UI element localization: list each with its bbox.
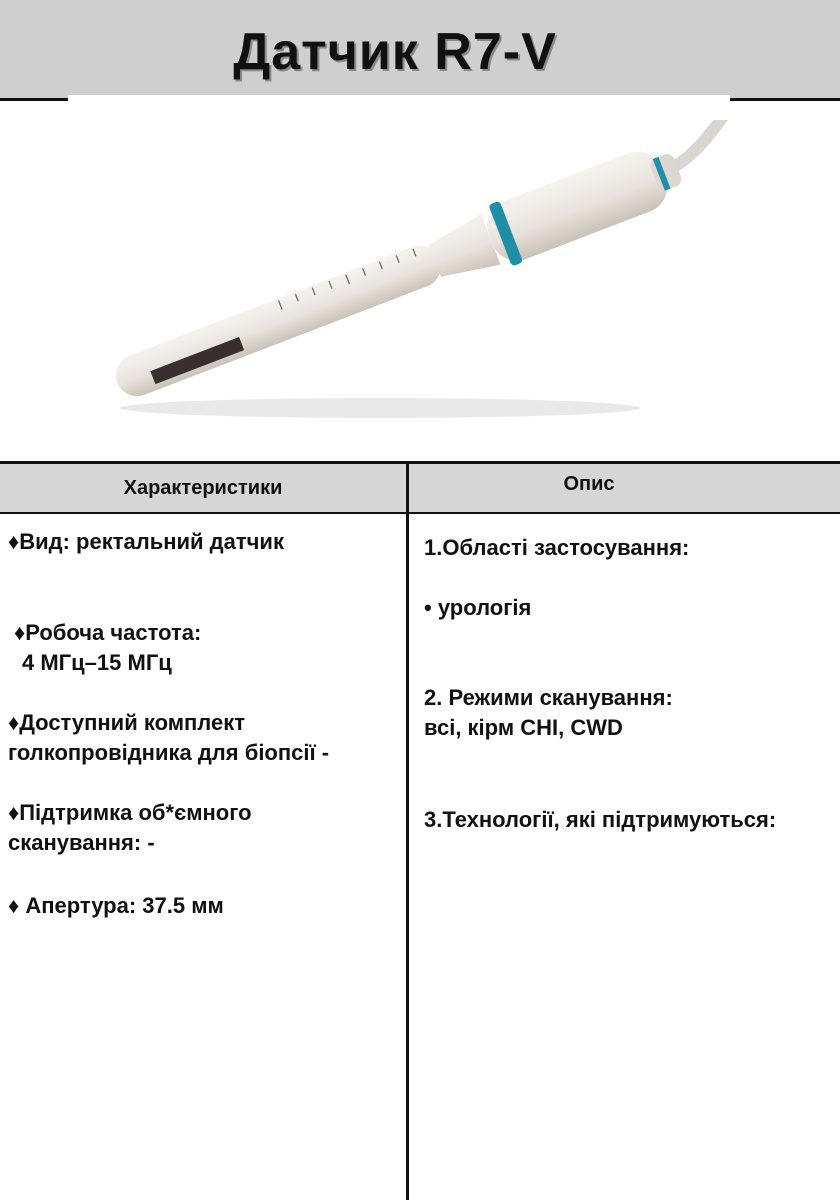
header-description: Опис (563, 473, 615, 495)
spec-volume-line2: сканування: - (8, 830, 155, 855)
probe-shadow (120, 398, 640, 418)
table-header (0, 461, 840, 514)
title-underline-gap (68, 95, 730, 101)
desc-areas-item: • урологія (424, 595, 532, 620)
header-characteristics: Характеристики (123, 477, 283, 499)
spec-type: ♦Вид: ректальний датчик (8, 529, 284, 554)
spec-table (0, 461, 840, 1200)
probe-photo (80, 120, 740, 440)
spec-biopsy-line1: ♦Доступний комплект (8, 710, 245, 735)
desc-modes-value: всі, кірм CHI, CWD (424, 715, 623, 740)
spec-aperture: ♦ Апертура: 37.5 мм (8, 893, 224, 918)
column-divider (406, 461, 409, 1200)
spec-frequency-value: 4 МГц–15 МГц (22, 650, 172, 675)
desc-modes-title: 2. Режими сканування: (424, 685, 673, 710)
desc-tech-title: 3.Технології, які підтримуються: (424, 807, 777, 832)
title-bar (0, 0, 840, 101)
spec-biopsy-line2: голкопровідника для біопсії - (8, 740, 330, 765)
spec-frequency-label: ♦Робоча частота: (14, 620, 202, 645)
page-title: Датчик R7-V (233, 23, 557, 81)
spec-volume-line1: ♦Підтримка об*ємного (8, 800, 252, 825)
desc-areas-title: 1.Області застосування: (424, 535, 690, 560)
